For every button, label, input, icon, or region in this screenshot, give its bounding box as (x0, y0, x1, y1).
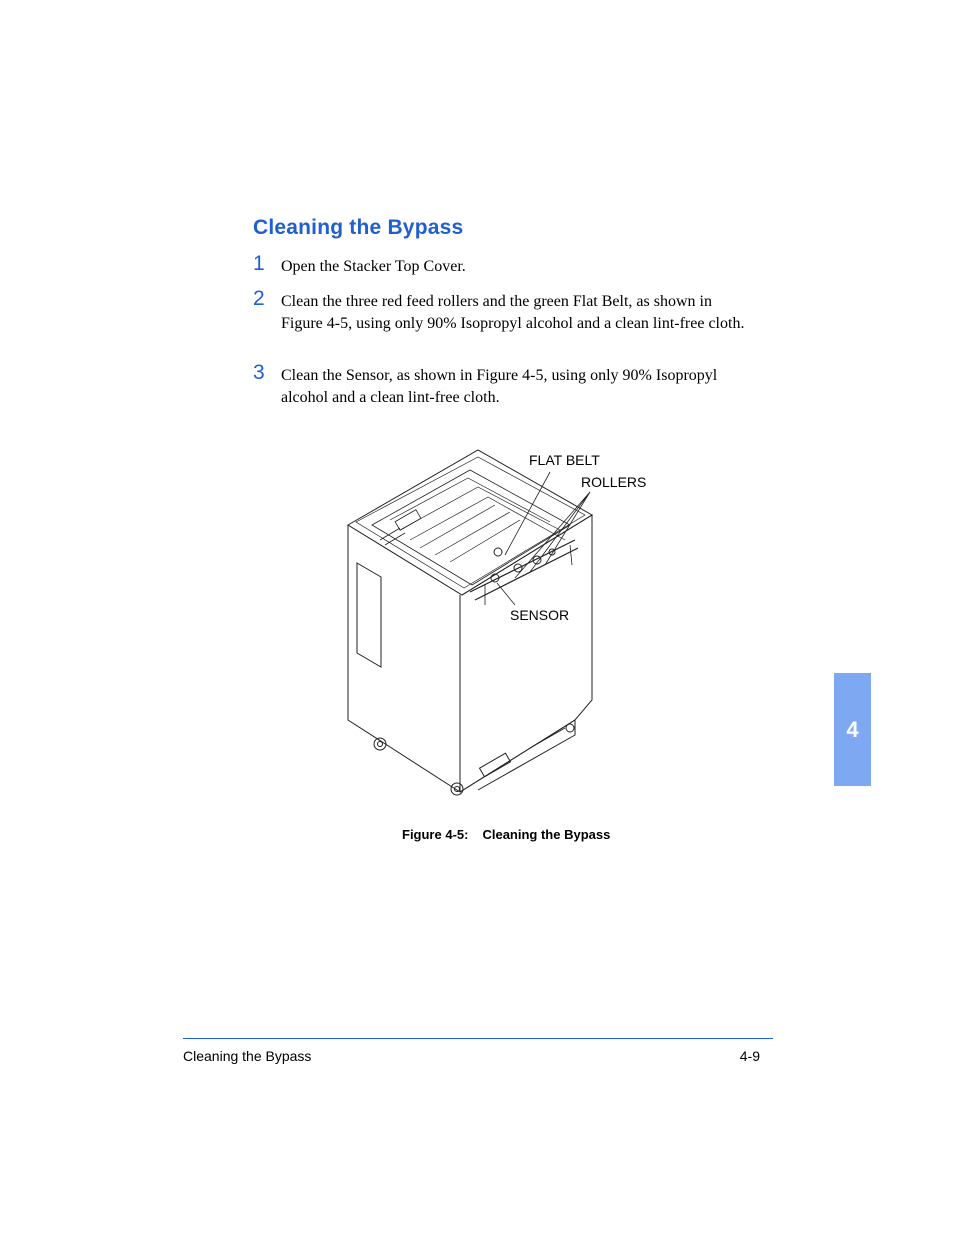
section-heading: Cleaning the Bypass (253, 216, 464, 239)
flat-belt-label: FLAT BELT (529, 452, 600, 468)
step-number: 1 (253, 252, 265, 275)
step-text: Open the Stacker Top Cover. (281, 258, 466, 275)
step-number: 3 (253, 361, 265, 384)
caption-title: Cleaning the Bypass (482, 827, 611, 842)
chapter-tab (834, 673, 871, 786)
sensor-label: SENSOR (510, 607, 570, 623)
footer-title: Cleaning the Bypass (183, 1048, 312, 1064)
step-text: Clean the three red feed rollers and the green Flat Belt, as shown in Figure 4-5, using only 90% Isopropyl alcohol and a clean lint-free cloth. (281, 293, 745, 332)
stacker-illustration (340, 445, 660, 805)
caption-number: Figure 4-5: (402, 827, 469, 842)
step-text: Clean the Sensor, as shown in Figure 4-5, using only 90% Isopropyl alcohol and a clean lint-free cloth. (281, 367, 718, 406)
chapter-number: 4 (846, 716, 859, 742)
rollers-label: ROLLERS (581, 474, 647, 490)
footer-divider (183, 1038, 773, 1039)
figure-caption (402, 827, 610, 842)
page-number: 4-9 (739, 1048, 760, 1064)
step-number: 2 (253, 287, 265, 310)
